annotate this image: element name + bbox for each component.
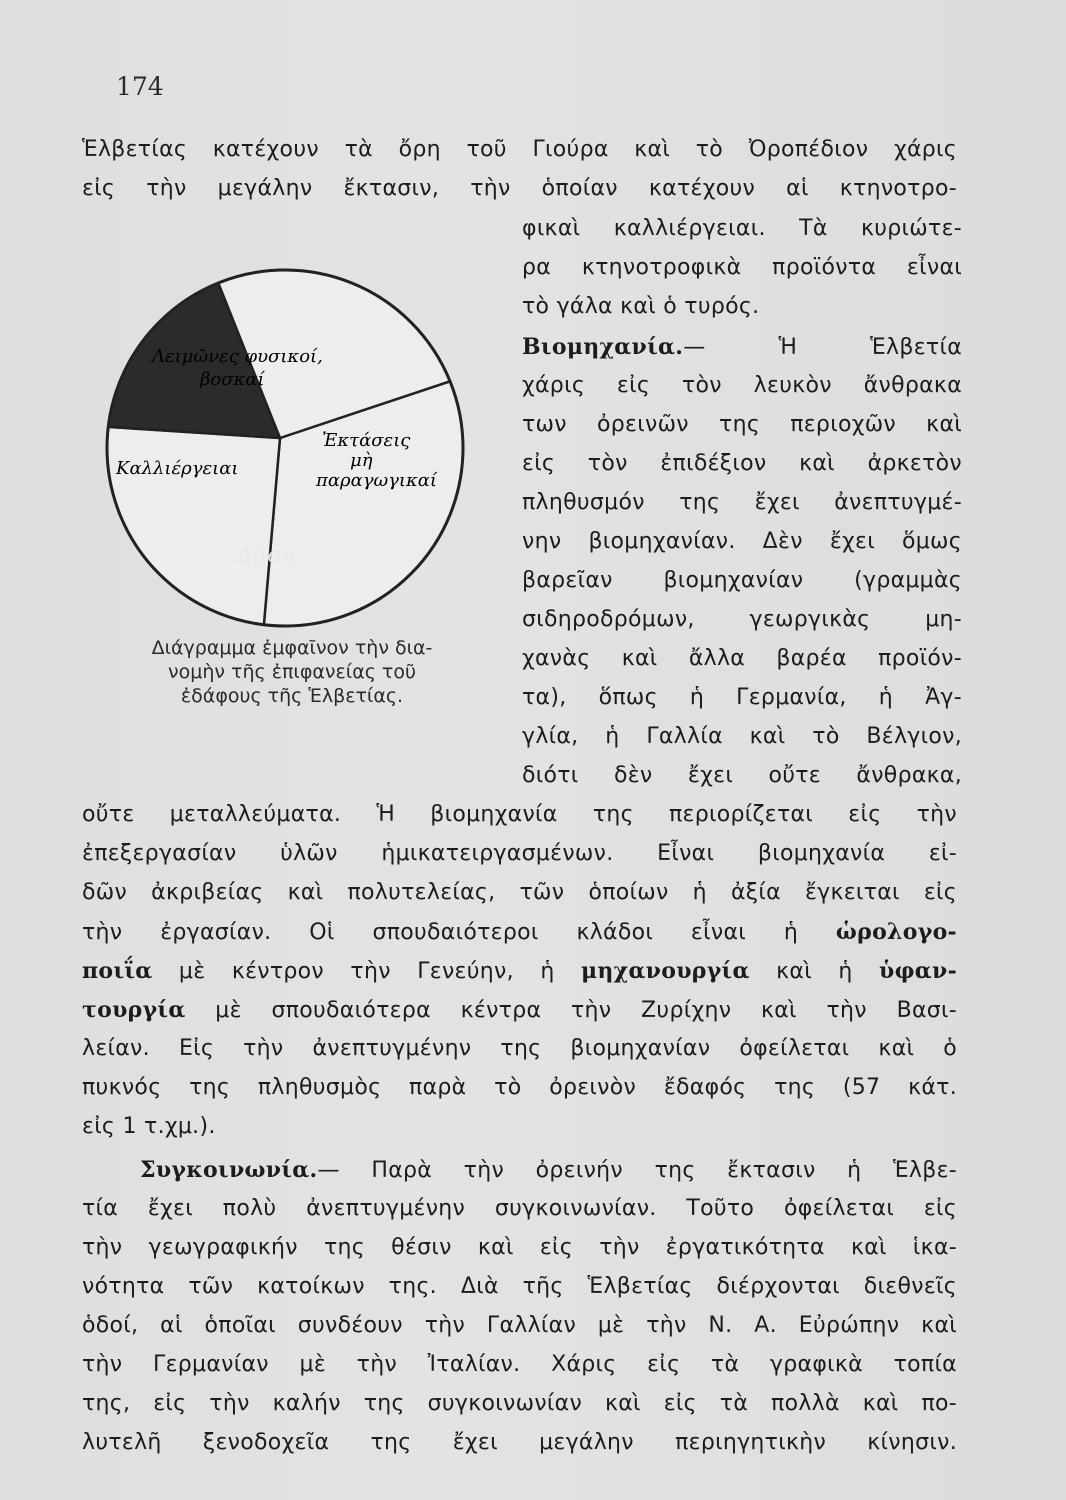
text-fragment: — Παρὰ τὴν ὀρεινήν της ἔκτασιν ἡ Ἑλβε- (317, 1158, 957, 1183)
text-fragment: — Ἡ Ἑλβετία (683, 335, 962, 360)
industry-heading: Βιομηχανία. (522, 334, 684, 360)
text-line: πυκνός της πληθυσμὸς παρὰ τὸ ὀρεινὸν ἔδαφός της (57 κάτ. (82, 1075, 957, 1100)
caption-line: ἐδάφους τῆς Ἑλβετίας. (180, 685, 404, 707)
pie-label-unproductive-2: μὴ (350, 450, 373, 471)
pie-label-meadows: Λειμῶνες φυσικοί, (152, 346, 323, 367)
text-line: πληθυσμόν της ἔχει ἀνεπτυγμέ- (522, 490, 962, 515)
communications-first-line (140, 1155, 957, 1186)
text-line: τία ἔχει πολὺ ἀνεπτυγμένην συγκοινωνίαν. Τοῦτο ὀφείλεται εἰς (82, 1196, 957, 1221)
text-line: Ἑλβετίας κατέχουν τὰ ὄρη τοῦ Γιούρα καὶ τὸ Ὀροπέδιον χάρις (82, 137, 957, 162)
text-line: σιδηροδρόμων, γεωργικὰς μη- (522, 607, 962, 632)
text-line: τα), ὅπως ἡ Γερμανία, ἡ Ἀγ- (522, 685, 962, 710)
text-line: τὴν Γερμανίαν μὲ τὴν Ἰταλίαν. Χάρις εἰς τὰ γραφικὰ τοπία (82, 1352, 957, 1377)
text-fragment: τὴν ἐργασίαν. Οἱ σπουδαιότεροι κλάδοι εἶναι ἡ (82, 920, 799, 945)
pie-label-unproductive-3: παραγωγικαί (316, 470, 437, 491)
pie-chart-svg (90, 268, 495, 628)
text-line: ὁδοί, αἱ ὁποῖαι συνδέουν τὴν Γαλλίαν μὲ τὴν Ν. Α. Εὐρώπην καὶ (82, 1313, 957, 1338)
industry-first-line (522, 332, 962, 363)
text-line: χάρις εἰς τὸν λευκὸν ἄνθρακα (522, 373, 962, 398)
text-line: των ὀρεινῶν της περιοχῶν καὶ (522, 412, 962, 437)
term-machinery: μηχανουργία (580, 958, 750, 984)
text-fragment: μὲ σπουδαιότερα κέντρα τὴν Ζυρίχην καὶ τὴν Βασι- (215, 998, 957, 1023)
pie-label-unproductive: Ἐκτάσεις (322, 430, 411, 451)
term-watchmaking: ὡρολογο- (835, 919, 957, 945)
text-line: λυτελῆ ξενοδοχεῖα της ἔχει μεγάλην περιηγητικὴν κίνησιν. (82, 1430, 957, 1455)
text-line: διότι δὲν ἔχει οὔτε ἄνθρακα, (522, 763, 962, 788)
text-line (82, 917, 957, 948)
text-line: τὸ γάλα καὶ ὁ τυρός. (522, 294, 760, 319)
term-watchmaking-cont: ποιΐα (82, 958, 153, 984)
pie-slice-unproductive (107, 427, 280, 625)
text-line: της, εἰς τὴν καλήν της συγκοινωνίαν καὶ εἰς τὰ πολλὰ καὶ πο- (82, 1391, 957, 1416)
pie-label-meadows-2: βοσκαί (200, 369, 265, 390)
text-fragment: μὲ κέντρον τὴν Γενεύην, ἡ (178, 959, 555, 984)
text-line: λείαν. Εἰς τὴν ἀνεπτυγμένην της βιομηχανίαν ὀφείλεται καὶ ὁ (82, 1036, 957, 1061)
communications-heading: Συγκοινωνία. (140, 1157, 318, 1183)
text-line (82, 956, 957, 987)
figure-caption (92, 636, 492, 708)
text-line: νην βιομηχανίαν. Δὲν ἔχει ὅμως (522, 529, 962, 554)
text-line: νότητα τῶν κατοίκων της. Διὰ τῆς Ἑλβετίας διέρχονται διεθνεῖς (82, 1274, 957, 1299)
text-line: εἰς 1 τ.χμ.). (82, 1114, 216, 1139)
pie-label-cultivated: Καλλιέργειαι (116, 458, 239, 479)
land-use-pie-chart (90, 268, 495, 628)
text-line: τὴν γεωγραφικήν της θέσιν καὶ εἰς τὴν ἐργατικότητα καὶ ἱκα- (82, 1235, 957, 1260)
caption-line: νομὴν τῆς ἐπιφανείας τοῦ (168, 661, 416, 683)
term-weaving-cont: τουργία (82, 997, 186, 1023)
text-line: ἐπεξεργασίαν ὑλῶν ἡμικατειργασμένων. Εἶναι βιομηχανία εἰ- (82, 841, 957, 866)
text-line: γλία, ἡ Γαλλία καὶ τὸ Βέλγιον, (522, 724, 962, 749)
text-line: βαρεῖαν βιομηχανίαν (γραμμὰς (522, 568, 962, 593)
text-line: φικαὶ καλλιέργειαι. Τὰ κυριώτε- (522, 216, 962, 241)
text-line: οὔτε μεταλλεύματα. Ἡ βιομηχανία της περιορίζεται εἰς τὴν (82, 802, 957, 827)
term-weaving: ὑφαν- (879, 958, 958, 984)
text-line: εἰς τὸν ἐπιδέξιον καὶ ἀρκετὸν (522, 451, 962, 476)
text-line (82, 995, 957, 1026)
text-line: χανὰς καὶ ἄλλα βαρέα προϊόν- (522, 646, 962, 671)
text-fragment: καὶ ἡ (776, 959, 853, 984)
page-number: 174 (116, 72, 164, 101)
caption-line: Διάγραμμα ἐμφαῖνον τὴν δια- (151, 637, 433, 659)
text-line: δῶν ἀκριβείας καὶ πολυτελείας, τῶν ὁποίων ἡ ἀξία ἔγκειται εἰς (82, 880, 957, 905)
text-line: εἰς τὴν μεγάλην ἔκτασιν, τὴν ὁποίαν κατέχουν αἱ κτηνοτρο- (82, 176, 957, 201)
pie-label-forests: Δάση (238, 543, 295, 567)
text-line: ρα κτηνοτροφικὰ προϊόντα εἶναι (522, 255, 962, 280)
